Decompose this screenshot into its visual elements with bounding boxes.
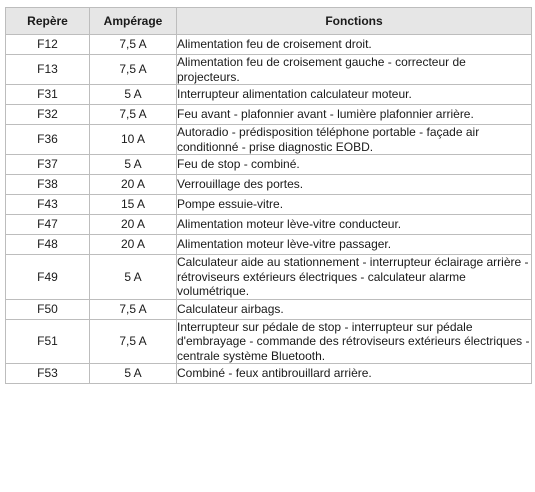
cell-fonction: Alimentation feu de croisement gauche - correcteur de projecteurs. xyxy=(177,55,532,85)
table-row xyxy=(6,364,532,384)
cell-amperage: 20 A xyxy=(90,235,177,255)
cell-fonction: Alimentation moteur lève-vitre passager. xyxy=(177,235,532,255)
fuse-table-container xyxy=(5,7,532,384)
cell-amperage: 20 A xyxy=(90,175,177,195)
cell-repere: F51 xyxy=(6,319,90,364)
table-row xyxy=(6,105,532,125)
cell-fonction: Calculateur airbags. xyxy=(177,299,532,319)
cell-fonction: Feu avant - plafonnier avant - lumière plafonnier arrière. xyxy=(177,105,532,125)
cell-fonction: Pompe essuie-vitre. xyxy=(177,195,532,215)
cell-amperage: 7,5 A xyxy=(90,319,177,364)
cell-repere: F47 xyxy=(6,215,90,235)
table-row xyxy=(6,155,532,175)
table-row xyxy=(6,55,532,85)
table-row xyxy=(6,235,532,255)
header-repere: Repère xyxy=(6,8,90,35)
table-row xyxy=(6,255,532,300)
cell-repere: F37 xyxy=(6,155,90,175)
cell-amperage: 7,5 A xyxy=(90,35,177,55)
fuse-table xyxy=(5,7,532,384)
cell-repere: F53 xyxy=(6,364,90,384)
cell-amperage: 15 A xyxy=(90,195,177,215)
cell-amperage: 5 A xyxy=(90,364,177,384)
cell-fonction: Calculateur aide au stationnement - interrupteur éclairage arrière - rétroviseurs extérieurs électriques - calculateur alarme volumétrique. xyxy=(177,255,532,300)
cell-repere: F13 xyxy=(6,55,90,85)
cell-amperage: 7,5 A xyxy=(90,105,177,125)
cell-repere: F48 xyxy=(6,235,90,255)
cell-amperage: 20 A xyxy=(90,215,177,235)
table-row xyxy=(6,125,532,155)
table-row xyxy=(6,195,532,215)
header-fonctions: Fonctions xyxy=(177,8,532,35)
cell-amperage: 5 A xyxy=(90,255,177,300)
cell-fonction: Alimentation feu de croisement droit. xyxy=(177,35,532,55)
table-header-row xyxy=(6,8,532,35)
cell-amperage: 7,5 A xyxy=(90,299,177,319)
table-row xyxy=(6,299,532,319)
table-row xyxy=(6,35,532,55)
cell-repere: F36 xyxy=(6,125,90,155)
cell-amperage: 5 A xyxy=(90,155,177,175)
table-row xyxy=(6,85,532,105)
table-row xyxy=(6,215,532,235)
cell-fonction: Combiné - feux antibrouillard arrière. xyxy=(177,364,532,384)
cell-repere: F32 xyxy=(6,105,90,125)
cell-amperage: 10 A xyxy=(90,125,177,155)
table-row xyxy=(6,319,532,364)
cell-fonction: Alimentation moteur lève-vitre conducteur. xyxy=(177,215,532,235)
header-amperage: Ampérage xyxy=(90,8,177,35)
cell-fonction: Verrouillage des portes. xyxy=(177,175,532,195)
cell-fonction: Interrupteur sur pédale de stop - interrupteur sur pédale d'embrayage - commande des rétroviseurs extérieurs électriques - centrale système Bluetooth. xyxy=(177,319,532,364)
cell-repere: F31 xyxy=(6,85,90,105)
cell-amperage: 5 A xyxy=(90,85,177,105)
cell-repere: F49 xyxy=(6,255,90,300)
cell-fonction: Feu de stop - combiné. xyxy=(177,155,532,175)
cell-repere: F38 xyxy=(6,175,90,195)
cell-fonction: Autoradio - prédisposition téléphone portable - façade air conditionné - prise diagnostic EOBD. xyxy=(177,125,532,155)
cell-repere: F50 xyxy=(6,299,90,319)
cell-amperage: 7,5 A xyxy=(90,55,177,85)
cell-repere: F12 xyxy=(6,35,90,55)
cell-repere: F43 xyxy=(6,195,90,215)
cell-fonction: Interrupteur alimentation calculateur moteur. xyxy=(177,85,532,105)
table-row xyxy=(6,175,532,195)
